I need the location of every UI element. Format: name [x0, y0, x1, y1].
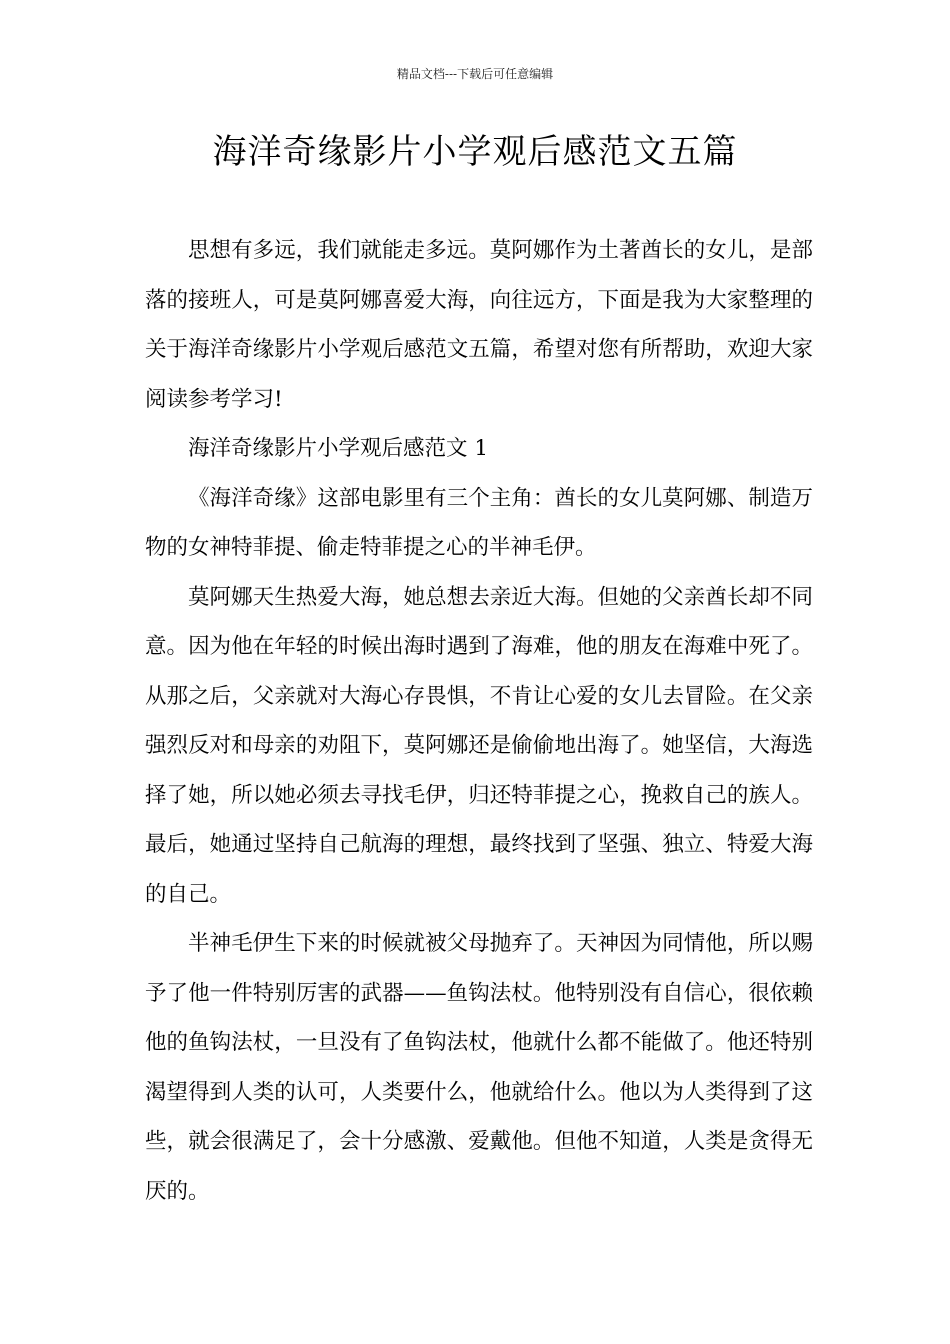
header-note: 精品文档---下载后可任意编辑 [396, 67, 554, 81]
body-paragraph: 半神毛伊生下来的时候就被父母抛弃了。天神因为同情他，所以赐予了他一件特别厉害的武器——鱼钩法杖。他特别没有自信心，很依赖他的鱼钩法杖，一旦没有了鱼钩法杖，他就什么都不能做了。他还特别渴望得到人类的认可，人类要什么，他就给什么。他以为人类得到了这些，就会很满足了，会十分感激、爱戴他。但他不知道，人类是贪得无厌的。 [145, 931, 813, 1204]
document-body [145, 226, 813, 1216]
section-heading: 海洋奇缘影片小学观后感范文 1 [188, 436, 489, 461]
document-title: 海洋奇缘影片小学观后感范文五篇 [212, 132, 738, 172]
body-paragraph: 莫阿娜天生热爱大海，她总想去亲近大海。但她的父亲酋长却不同意。因为他在年轻的时候出海时遇到了海难，他的朋友在海难中死了。从那之后，父亲就对大海心存畏惧，不肯让心爱的女儿去冒险。在父亲强烈反对和母亲的劝阻下，莫阿娜还是偷偷地出海了。她坚信，大海选择了她，所以她必须去寻找毛伊，归还特菲提之心，挽救自己的族人。最后，她通过坚持自己航海的理想，最终找到了坚强、独立、特爱大海的自己。 [145, 584, 813, 907]
body-paragraph: 《海洋奇缘》这部电影里有三个主角：酋长的女儿莫阿娜、制造万物的女神特菲提、偷走特菲提之心的半神毛伊。 [145, 485, 813, 560]
intro-paragraph: 思想有多远，我们就能走多远。莫阿娜作为土著酋长的女儿，是部落的接班人，可是莫阿娜喜爱大海，向往远方，下面是我为大家整理的关于海洋奇缘影片小学观后感范文五篇，希望对您有所帮助，欢迎大家阅读参考学习! [145, 238, 813, 412]
